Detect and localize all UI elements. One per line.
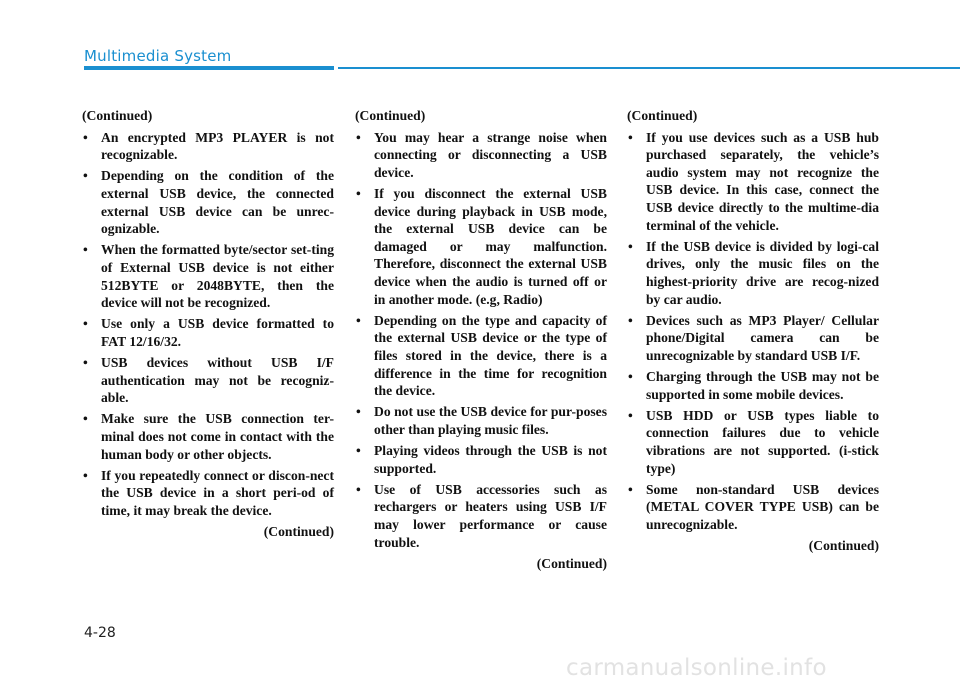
bullet-icon: • (628, 312, 633, 328)
list-item-text: Depending on the condition of the external USB device, the connected external USB device can be unrec-ognizable. (101, 168, 334, 237)
list-item-text: USB HDD or USB types liable to connection failures due to vehicle vibrations are not supported. (i-stick type) (646, 407, 879, 476)
list-item (355, 481, 607, 551)
list-item (82, 167, 334, 237)
list-item (627, 129, 879, 235)
bullet-list (82, 129, 334, 520)
bullet-icon: • (83, 168, 88, 184)
list-item (355, 403, 607, 438)
bullet-icon: • (83, 467, 88, 483)
bullet-icon: • (628, 129, 633, 145)
bullet-icon: • (83, 129, 88, 145)
list-item (355, 129, 607, 182)
list-item-text: If you disconnect the external USB device during playback in USB mode, the external USB device can be damaged or may malfunction. Therefore, disconnect the external USB device when the audio is turned off or in another mode. (e.g, Radio) (374, 185, 607, 307)
list-item-text: You may hear a strange noise when connecting or disconnecting a USB device. (374, 129, 607, 180)
list-item (355, 442, 607, 477)
list-item-text: An encrypted MP3 PLAYER is not recognizable. (101, 129, 334, 163)
text-column-1 (82, 107, 334, 541)
list-item-text: Use of USB accessories such as rechargers or heaters using USB I/F may lower performance or cause trouble. (374, 481, 607, 550)
list-item-text: Playing videos through the USB is not supported. (374, 443, 607, 476)
list-item-text: Devices such as MP3 Player/ Cellular phone/Digital camera can be unrecognizable by standard USB I/F. (646, 312, 879, 363)
continued-heading: (Continued) (82, 108, 153, 123)
list-item (82, 410, 334, 463)
list-item (627, 238, 879, 308)
list-item-text: Make sure the USB connection ter-minal does not come in contact with the human body or other objects. (101, 411, 334, 462)
list-item (82, 129, 334, 164)
bullet-icon: • (628, 369, 633, 385)
list-item (355, 185, 607, 308)
bullet-icon: • (628, 481, 633, 497)
list-item-text: Charging through the USB may not be supported in some mobile devices. (646, 369, 879, 402)
list-item (627, 368, 879, 403)
section-title: Multimedia System (84, 47, 232, 65)
bullet-icon: • (83, 355, 88, 371)
list-item-text: If you repeatedly connect or discon-nect the USB device in a short peri-od of time, it may break the device. (101, 467, 334, 519)
list-item-text: Use only a USB device formatted to FAT 12/16/32. (101, 316, 334, 349)
continued-footer: (Continued) (808, 538, 879, 554)
continued-footer: (Continued) (263, 524, 334, 540)
list-item-text: When the formatted byte/sector set-ting of External USB device is not either 512BYTE or 2048BYTE, then the device will not be recognized. (101, 242, 334, 311)
list-item-text: Some non-standard USB devices (METAL COVER TYPE USB) can be unrecognizable. (646, 481, 879, 533)
bullet-icon: • (628, 407, 633, 423)
bullet-icon: • (356, 129, 361, 145)
list-item-text: If the USB device is divided by logi-cal drives, only the music files on the highest-priority drive are recog-nized by car audio. (646, 238, 879, 307)
continued-heading: (Continued) (627, 108, 698, 123)
header-rule-thin (338, 67, 960, 69)
text-column-2 (355, 107, 607, 572)
list-item-text: Do not use the USB device for pur-poses other than playing music files. (374, 404, 607, 437)
list-item (82, 241, 334, 311)
bullet-list (627, 129, 879, 534)
list-item (82, 354, 334, 407)
bullet-list (355, 129, 607, 552)
continued-heading: (Continued) (355, 108, 426, 123)
header-rule-thick (84, 66, 334, 70)
bullet-icon: • (83, 411, 88, 427)
bullet-icon: • (356, 404, 361, 420)
bullet-icon: • (356, 312, 361, 328)
list-item (627, 407, 879, 477)
bullet-icon: • (356, 443, 361, 459)
list-item (627, 312, 879, 365)
watermark: carmanualsonline.info (566, 655, 827, 681)
list-item (82, 315, 334, 350)
bullet-icon: • (356, 185, 361, 201)
bullet-icon: • (83, 316, 88, 332)
bullet-icon: • (83, 242, 88, 258)
list-item-text: USB devices without USB I/F authentication may not be recogniz-able. (101, 355, 334, 406)
bullet-icon: • (356, 481, 361, 497)
list-item (82, 467, 334, 520)
list-item-text: If you use devices such as a USB hub purchased separately, the vehicle’s audio system may not recognize the USB device. In this case, connect the USB device directly to the multime-dia terminal of the vehicle. (646, 129, 879, 233)
continued-footer: (Continued) (536, 555, 607, 571)
bullet-icon: • (628, 238, 633, 254)
page-number: 4-28 (84, 625, 116, 641)
list-item (355, 312, 607, 400)
list-item-text: Depending on the type and capacity of the external USB device or the type of files stored in the device, there is a difference in the time for recognition the device. (374, 312, 607, 399)
list-item (627, 481, 879, 534)
text-column-3 (627, 107, 879, 555)
